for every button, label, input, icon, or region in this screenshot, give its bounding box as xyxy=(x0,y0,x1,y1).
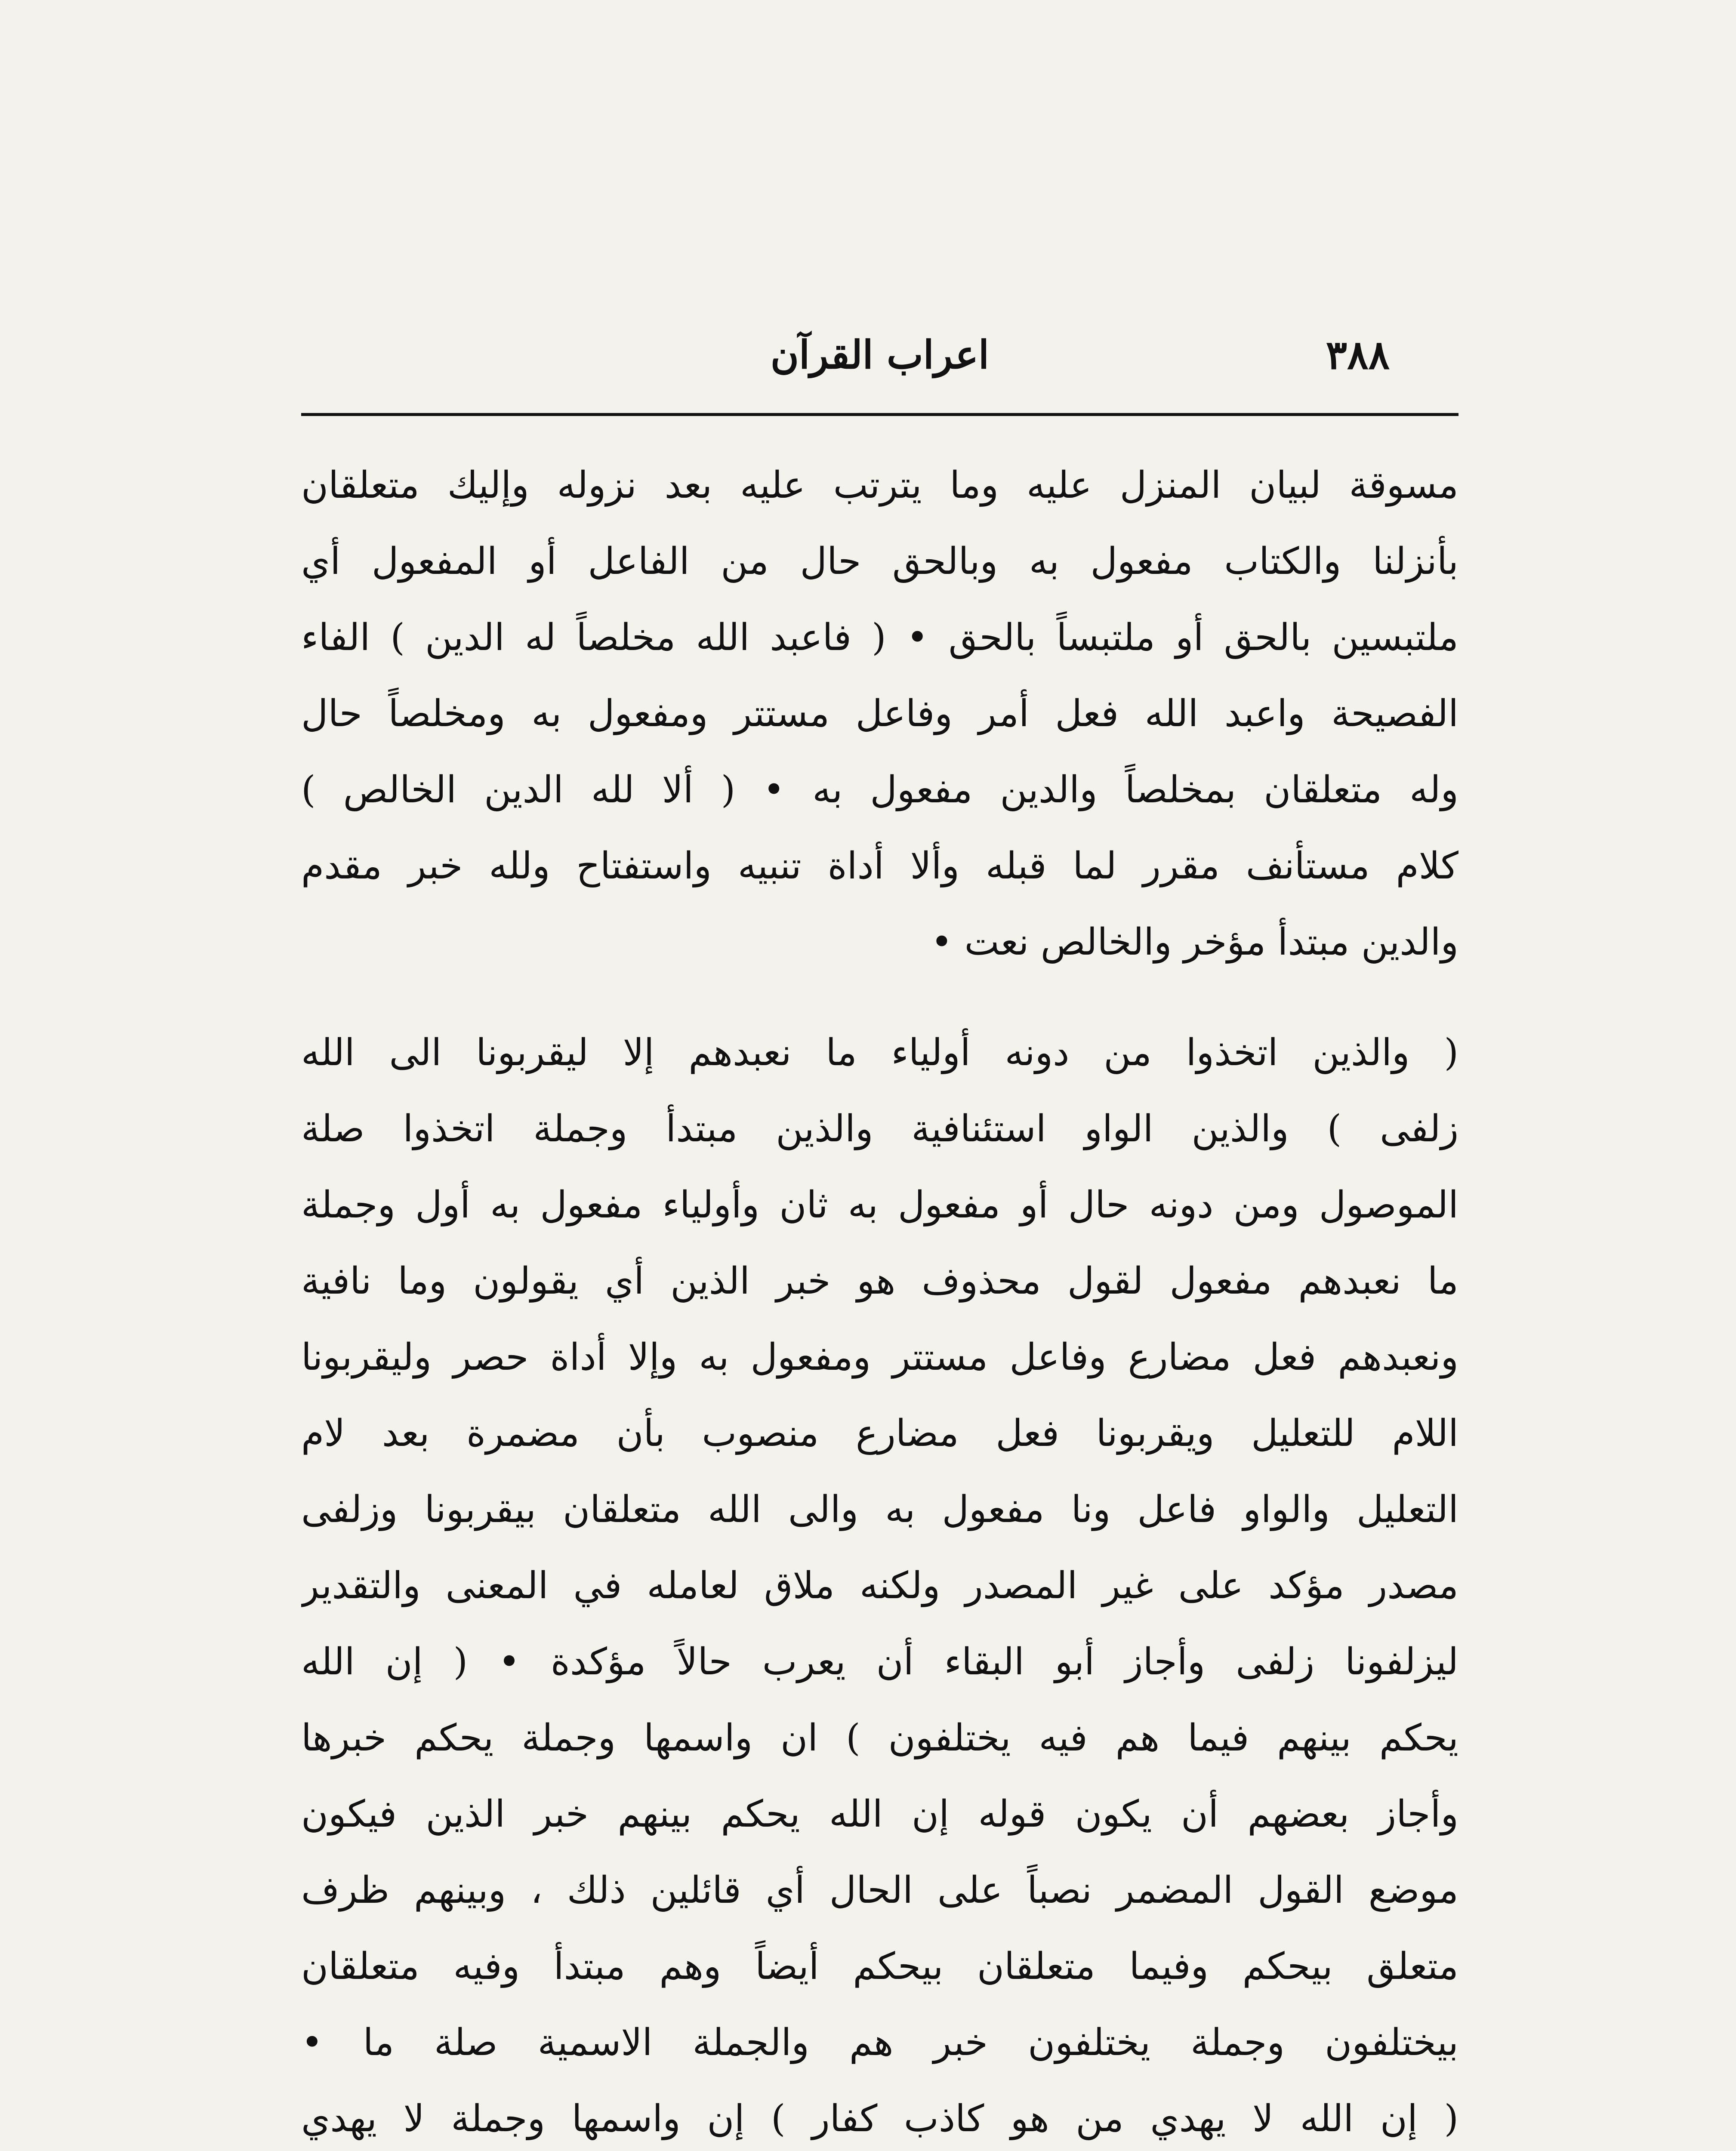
text-line: زلفى ) والذين الواو استئنافية والذين مبتدأ وجملة اتخذوا صلة xyxy=(301,1107,1458,1150)
text-line: الموصول ومن دونه حال أو مفعول به ثان وأولياء مفعول به أول وجملة xyxy=(301,1183,1458,1227)
text-line: ونعبدهم فعل مضارع وفاعل مستتر ومفعول به وإلا أداة حصر وليقربونا xyxy=(301,1336,1458,1379)
text-line: موضع القول المضمر نصباً على الحال أي قائلين ذلك ، وبينهم ظرف xyxy=(301,1869,1458,1912)
text-line: والدين مبتدأ مؤخر والخالص نعت • xyxy=(931,921,1458,964)
text-line: بأنزلنا والكتاب مفعول به وبالحق حال من الفاعل أو المفعول أي xyxy=(301,540,1458,583)
text-line: مصدر مؤكد على غير المصدر ولكنه ملاق لعامله في المعنى والتقدير xyxy=(301,1564,1458,1607)
paragraph-2 xyxy=(301,1015,1458,2151)
text-line: اللام للتعليل ويقربونا فعل مضارع منصوب بأن مضمرة بعد لام xyxy=(301,1412,1458,1455)
page-body xyxy=(301,447,1458,2151)
text-line: ليزلفونا زلفى وأجاز أبو البقاء أن يعرب حالاً مؤكدة • ( إن الله xyxy=(301,1640,1458,1683)
text-line: ما نعبدهم مفعول لقول محذوف هو خبر الذين أي يقولون وما نافية xyxy=(301,1260,1458,1303)
text-line: وله متعلقان بمخلصاً والدين مفعول به • ( ألا لله الدين الخالص ) xyxy=(301,768,1458,811)
text-line: الفصيحة واعبد الله فعل أمر وفاعل مستتر ومفعول به ومخلصاً حال xyxy=(301,692,1458,735)
text-line: كلام مستأنف مقرر لما قبله وألا أداة تنبيه واستفتاح ولله خبر مقدم xyxy=(301,844,1458,888)
book-title: اعراب القرآن xyxy=(770,332,990,378)
page-number: ٣٨٨ xyxy=(1326,332,1390,378)
text-line: ( إن الله لا يهدي من هو كاذب كفار ) إن واسمها وجملة لا يهدي xyxy=(301,2097,1458,2140)
text-line: ملتبسين بالحق أو ملتبساً بالحق • ( فاعبد الله مخلصاً له الدين ) الفاء xyxy=(301,616,1458,659)
page-header xyxy=(301,327,1458,387)
paragraph-1 xyxy=(301,447,1458,980)
text-line: ( والذين اتخذوا من دونه أولياء ما نعبدهم إلا ليقربونا الى الله xyxy=(301,1031,1458,1074)
text-line: وأجاز بعضهم أن يكون قوله إن الله يحكم بينهم خبر الذين فيكون xyxy=(301,1793,1458,1836)
text-line: التعليل والواو فاعل ونا مفعول به والى الله متعلقان بيقربونا وزلفى xyxy=(301,1488,1458,1531)
text-line: متعلق بيحكم وفيما متعلقان بيحكم أيضاً وهم مبتدأ وفيه متعلقان xyxy=(301,1945,1458,1988)
text-line: بيختلفون وجملة يختلفون خبر هم والجملة الاسمية صلة ما • xyxy=(301,2021,1458,2064)
text-line: يحكم بينهم فيما هم فيه يختلفون ) ان واسمها وجملة يحكم خبرها xyxy=(301,1716,1458,1760)
text-line: مسوقة لبيان المنزل عليه وما يترتب عليه بعد نزوله وإليك متعلقان xyxy=(301,464,1458,507)
header-divider xyxy=(301,413,1458,416)
